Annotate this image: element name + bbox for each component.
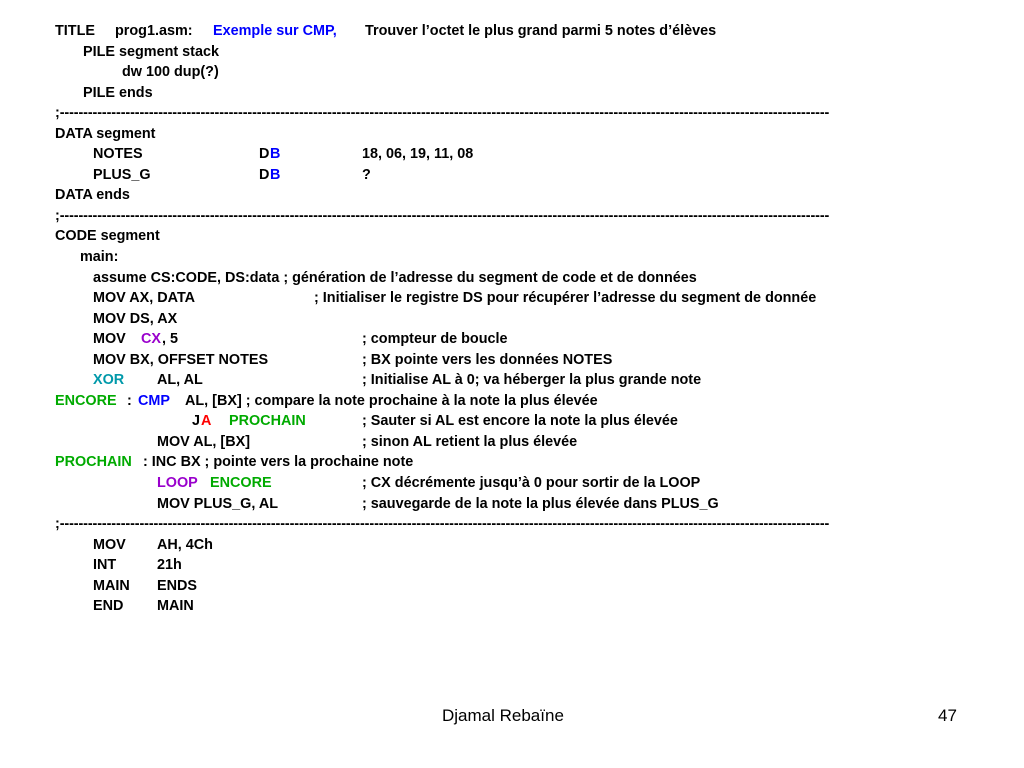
code-line-plusg	[55, 165, 1015, 186]
separator-text: ;--------------------------------------------------------------------------------------------------------------------------------------------------------------------	[55, 207, 830, 224]
mov-al-bx-comment: ; sinon AL retient la plus élevée	[362, 433, 578, 450]
code-line-dw	[55, 62, 1015, 83]
code-line-data-ends	[55, 185, 1015, 206]
pile-ends-text: PILE ends	[83, 84, 153, 101]
mov-cx-comment: ; compteur de boucle	[362, 331, 508, 348]
int-args: 21h	[157, 557, 182, 574]
code-line-encore-cmp	[55, 391, 1015, 412]
mov-ah-args: AH, 4Ch	[157, 536, 213, 553]
code-line-main-ends	[55, 576, 1015, 597]
notes-values: 18, 06, 19, 11, 08	[362, 146, 474, 163]
plusg-name: PLUS_G	[93, 166, 151, 183]
assume-text: assume CS:CODE, DS:data ; génération de l’adresse du segment de code et de données	[93, 269, 697, 286]
title-file: prog1.asm:	[115, 23, 193, 39]
prochain-label: PROCHAIN	[55, 454, 132, 471]
assembly-code-listing	[55, 21, 1015, 617]
code-line-mov-bx-offset	[55, 350, 1015, 371]
main-keyword: MAIN	[93, 577, 130, 594]
page-number: 47	[938, 706, 957, 725]
ja-j: J	[192, 413, 201, 430]
code-line-pile-segment	[55, 42, 1015, 63]
title-description: Trouver l’octet le plus grand parmi 5 notes d’élèves	[365, 23, 717, 39]
xor-args: AL, AL	[157, 372, 203, 389]
encore-colon: :	[127, 392, 132, 409]
cmp-args: AL, [BX] ; compare la note prochaine à la note la plus élevée	[185, 392, 598, 409]
code-line-end	[55, 596, 1015, 617]
code-line-pile-ends	[55, 83, 1015, 104]
mov-ds-ax: MOV DS, AX	[93, 310, 178, 327]
code-line-assume	[55, 268, 1015, 289]
end-main: MAIN	[157, 598, 194, 615]
ja-comment: ; Sauter si AL est encore la note la plus élevée	[362, 413, 678, 430]
mov-bx-offset: MOV BX, OFFSET NOTES	[93, 351, 269, 368]
code-line-title	[55, 21, 1015, 42]
plusg-value: ?	[362, 166, 371, 183]
code-line-mov-ds-ax	[55, 309, 1015, 330]
data-segment-text: DATA segment	[55, 125, 156, 142]
int-keyword: INT	[93, 557, 117, 574]
main-ends: ENDS	[157, 577, 197, 594]
mov-bx-comment: ; BX pointe vers les données NOTES	[362, 351, 613, 368]
loop-keyword: LOOP	[157, 475, 198, 492]
separator-line-1	[55, 103, 1015, 124]
plusg-db-d: D	[259, 166, 270, 183]
code-line-code-segment	[55, 226, 1015, 247]
title-keyword: TITLE	[55, 23, 95, 39]
code-line-mov-plusg	[55, 494, 1015, 515]
data-ends-text: DATA ends	[55, 187, 130, 204]
loop-comment: ; CX décrémente jusqu’à 0 pour sortir de la LOOP	[362, 475, 701, 492]
notes-db-d: D	[259, 146, 270, 163]
separator-line-3	[55, 514, 1015, 535]
code-line-ja	[55, 411, 1015, 432]
cmp-keyword: CMP	[138, 392, 170, 409]
dw-text: dw 100 dup(?)	[122, 64, 219, 81]
mov-cx-register: CX	[141, 331, 161, 348]
separator-text: ;--------------------------------------------------------------------------------------------------------------------------------------------------------------------	[55, 105, 830, 122]
ja-target: PROCHAIN	[229, 413, 306, 430]
code-line-mov-al-bx	[55, 432, 1015, 453]
code-line-mov-cx	[55, 329, 1015, 350]
xor-comment: ; Initialise AL à 0; va héberger la plus grande note	[362, 372, 702, 389]
encore-label: ENCORE	[55, 392, 117, 409]
separator-text: ;--------------------------------------------------------------------------------------------------------------------------------------------------------------------	[55, 516, 830, 533]
code-line-notes	[55, 144, 1015, 165]
prochain-rest: : INC BX ; pointe vers la prochaine note	[143, 454, 414, 471]
code-line-mov-ah	[55, 535, 1015, 556]
mov-ax-data-comment: ; Initialiser le registre DS pour récupérer l’adresse du segment de donnée	[314, 290, 817, 307]
code-line-main	[55, 247, 1015, 268]
mov-cx-instruction: MOV	[93, 331, 126, 348]
mov-ax-data: MOV AX, DATA	[93, 290, 196, 307]
code-segment-text: CODE segment	[55, 228, 160, 245]
mov-plusg-comment: ; sauvegarde de la note la plus élevée dans PLUS_G	[362, 495, 719, 512]
footer-author: Djamal Rebaïne	[442, 706, 564, 725]
code-line-prochain	[55, 452, 1015, 473]
code-line-mov-ax-data	[55, 288, 1015, 309]
code-line-int	[55, 555, 1015, 576]
mov-cx-value: , 5	[162, 331, 178, 348]
pile-segment-text: PILE segment stack	[83, 43, 219, 60]
xor-keyword: XOR	[93, 372, 125, 389]
ja-a: A	[201, 413, 212, 430]
separator-line-2	[55, 206, 1015, 227]
main-label: main:	[80, 249, 119, 266]
mov-al-bx: MOV AL, [BX]	[157, 433, 250, 450]
code-line-data-segment	[55, 124, 1015, 145]
code-line-xor	[55, 370, 1015, 391]
loop-target: ENCORE	[210, 475, 272, 492]
mov-plusg: MOV PLUS_G, AL	[157, 495, 278, 512]
end-keyword: END	[93, 598, 124, 615]
mov-ah-instruction: MOV	[93, 536, 126, 553]
code-line-loop	[55, 473, 1015, 494]
notes-name: NOTES	[93, 146, 143, 163]
plusg-db-b: B	[270, 166, 281, 183]
notes-db-b: B	[270, 146, 281, 163]
title-example: Exemple sur CMP,	[213, 23, 337, 39]
